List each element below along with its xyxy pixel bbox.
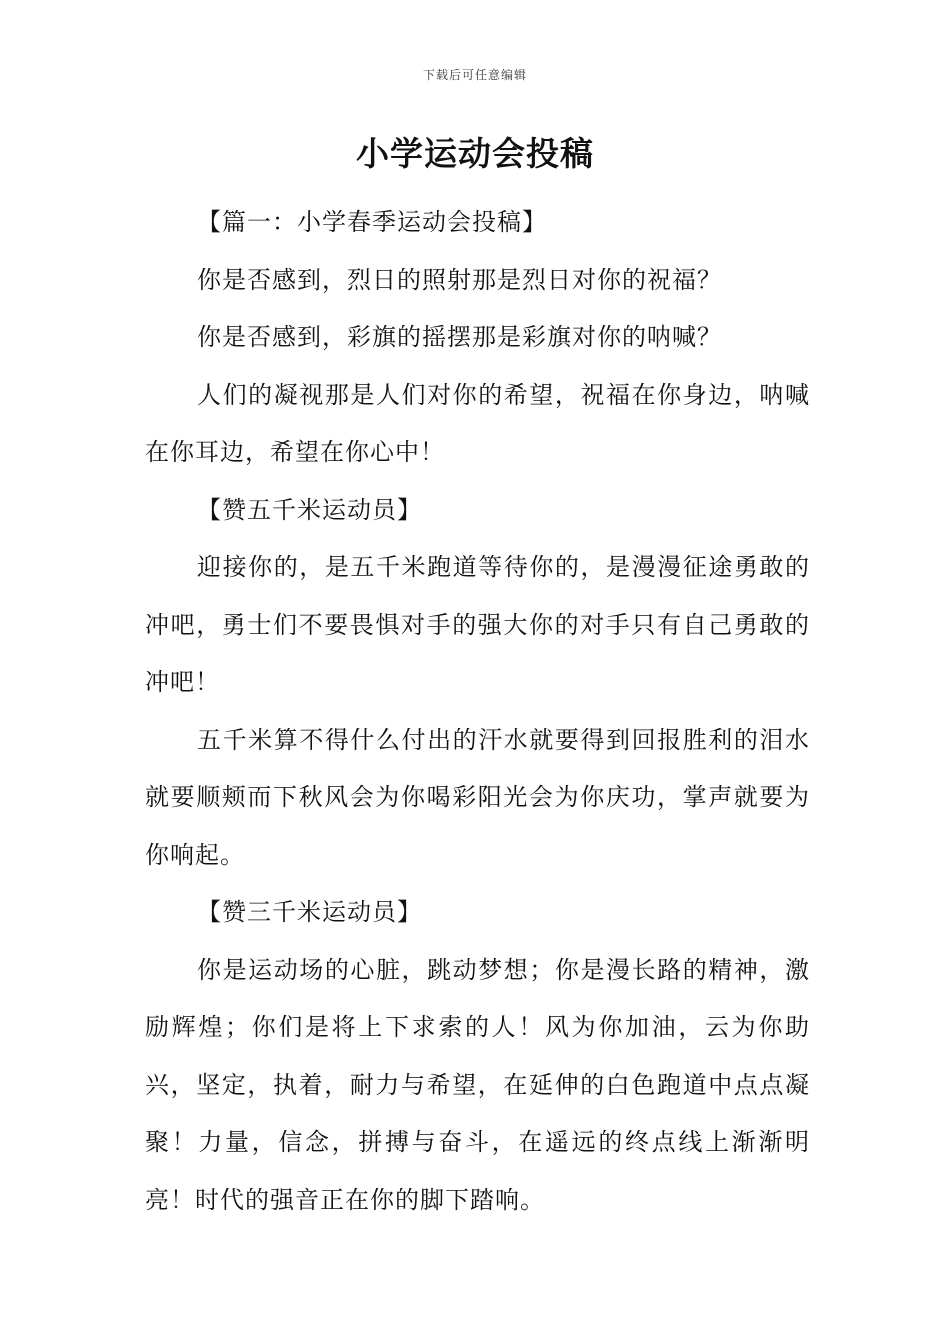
document-title: 小学运动会投稿 [356, 134, 594, 173]
section-heading-5000m: 【赞五千米运动员】 [197, 495, 422, 524]
paragraph-people-hope: 人们的凝视那是人们对你的希望，祝福在你身边，呐喊在你耳边，希望在你心中！ [145, 380, 810, 466]
paragraph-flag-cheer: 你是否感到，彩旗的摇摆那是彩旗对你的呐喊？ [197, 323, 722, 351]
page-header-note: 下载后可任意编辑 [422, 68, 527, 82]
document-body [145, 194, 810, 1229]
paragraph-3000m-heart: 你是运动场的心脏，跳动梦想；你是漫长路的精神，激励辉煌；你们是将上下求索的人！风为你加油，云为你助兴，坚定，执着，耐力与希望，在延伸的白色跑道中点点凝聚！力量，信念，拼搏与奋斗，在遥远的终点线上渐渐明亮！时代的强音正在你的脚下踏响。 [145, 955, 810, 1214]
paragraph-sun-blessing: 你是否感到，烈日的照射那是烈日对你的祝福？ [197, 265, 722, 294]
section-heading-3000m: 【赞三千米运动员】 [197, 898, 422, 926]
section-heading-spring-sports-meet: 【篇一：小学春季运动会投稿】 [197, 208, 547, 236]
paragraph-5000m-sweat: 五千米算不得什么付出的汗水就要得到回报胜利的泪水就要顺颊而下秋风会为你喝彩阳光会为你庆功，掌声就要为你响起。 [145, 725, 810, 869]
paragraph-5000m-track: 迎接你的，是五千米跑道等待你的，是漫漫征途勇敢的冲吧，勇士们不要畏惧对手的强大你的对手只有自己勇敢的冲吧！ [145, 553, 810, 696]
